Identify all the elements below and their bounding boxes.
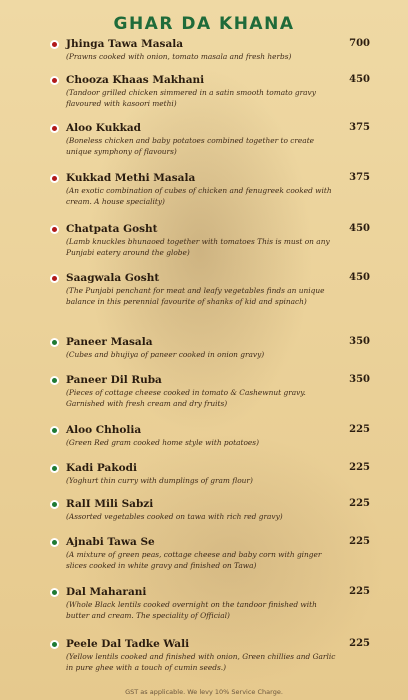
- item-name: Paneer Dil Ruba: [66, 374, 162, 386]
- menu-item: [0, 172, 408, 207]
- item-price: 350: [349, 336, 370, 347]
- item-price: 375: [349, 122, 370, 133]
- veg-indicator-icon: [50, 426, 59, 435]
- item-price: 225: [349, 462, 370, 473]
- item-description: (Tandoor grilled chicken simmered in a satin smooth tomato gravy flavoured with kasoori methi): [66, 88, 316, 108]
- veg-indicator-icon: [50, 640, 59, 649]
- menu-item: [0, 498, 408, 523]
- item-price: 375: [349, 172, 370, 183]
- item-price: 225: [349, 424, 370, 435]
- item-price: 450: [349, 272, 370, 283]
- nonveg-indicator-icon: [50, 76, 59, 85]
- item-name: Chooza Khaas Makhani: [66, 74, 205, 86]
- item-name: Saagwala Gosht: [66, 272, 160, 284]
- item-description: (Whole Black lentils cooked overnight on the tandoor finished with butter and cream. The speciality of Official): [66, 600, 317, 620]
- item-description: (Yoghurt thin curry with dumplings of gram flour): [66, 476, 253, 485]
- menu-item: [0, 638, 408, 673]
- item-price: 700: [349, 38, 370, 49]
- item-price: 225: [349, 638, 370, 649]
- veg-indicator-icon: [50, 588, 59, 597]
- item-description: (Green Red gram cooked home style with potatoes): [66, 438, 259, 447]
- item-description: (Yellow lentils cooked and finished with onion, Green chillies and Garlic in pure ghee with a touch of cumin seeds.): [66, 652, 336, 672]
- veg-indicator-icon: [50, 338, 59, 347]
- item-name: Aloo Kukkad: [66, 122, 142, 134]
- item-price: 225: [349, 536, 370, 547]
- item-description: (Lamb knuckles bhunaoed together with tomatoes This is must on any Punjabi eatery around the globe): [66, 237, 330, 257]
- veg-indicator-icon: [50, 538, 59, 547]
- item-name: Dal Maharani: [66, 586, 147, 598]
- item-price: 450: [349, 74, 370, 85]
- nonveg-indicator-icon: [50, 225, 59, 234]
- item-name: RalI Mili Sabzi: [66, 498, 154, 510]
- menu-item: [0, 38, 408, 63]
- menu-item: [0, 374, 408, 409]
- item-description: (Cubes and bhujiya of paneer cooked in onion gravy): [66, 350, 265, 359]
- item-description: (Boneless chicken and baby potatoes combined together to create unique symphony of flavours): [66, 136, 315, 156]
- item-name: Aloo Chholia: [66, 424, 142, 436]
- veg-indicator-icon: [50, 464, 59, 473]
- menu-item: [0, 336, 408, 361]
- menu-item: [0, 272, 408, 307]
- item-price: 350: [349, 374, 370, 385]
- menu-item: [0, 223, 408, 258]
- item-name: Paneer Masala: [66, 336, 153, 348]
- item-name: Peele Dal Tadke Wali: [66, 638, 190, 650]
- item-name: Jhinga Tawa Masala: [66, 38, 184, 50]
- menu-item: [0, 424, 408, 449]
- menu-item: [0, 122, 408, 157]
- menu-item: [0, 536, 408, 571]
- item-price: 225: [349, 586, 370, 597]
- item-description: (Assorted vegetables cooked on tawa with rich red gravy): [66, 512, 283, 521]
- item-description: (An exotic combination of cubes of chicken and fenugreek cooked with cream. A house speciality): [66, 186, 332, 206]
- item-price: 225: [349, 498, 370, 509]
- item-name: Kukkad Methi Masala: [66, 172, 196, 184]
- menu-item: [0, 74, 408, 109]
- item-name: Chatpata Gosht: [66, 223, 158, 235]
- page-title: GHAR DA KHANA: [113, 14, 295, 34]
- menu-item: [0, 586, 408, 621]
- item-name: Ajnabi Tawa Se: [66, 536, 155, 548]
- item-description: (Pieces of cottage cheese cooked in tomato & Cashewnut gravy. Garnished with fresh cream and dry fruits): [66, 388, 306, 408]
- item-description: (The Punjabi penchant for meat and leafy vegetables finds an unique balance in this perennial favourite of shanks of kid and spinach): [66, 286, 325, 306]
- item-price: 450: [349, 223, 370, 234]
- item-description: (Prawns cooked with onion, tomato masala and fresh herbs): [66, 52, 292, 61]
- item-description: (A mixture of green peas, cottage cheese and baby corn with ginger slices cooked in white gravy and finished on Tawa): [66, 550, 322, 570]
- nonveg-indicator-icon: [50, 274, 59, 283]
- nonveg-indicator-icon: [50, 40, 59, 49]
- menu-item: [0, 462, 408, 487]
- nonveg-indicator-icon: [50, 124, 59, 133]
- nonveg-indicator-icon: [50, 174, 59, 183]
- item-name: Kadi Pakodi: [66, 462, 137, 474]
- veg-indicator-icon: [50, 500, 59, 509]
- footer-note: GST as applicable. We levy 10% Service Charge.: [125, 688, 283, 696]
- veg-indicator-icon: [50, 376, 59, 385]
